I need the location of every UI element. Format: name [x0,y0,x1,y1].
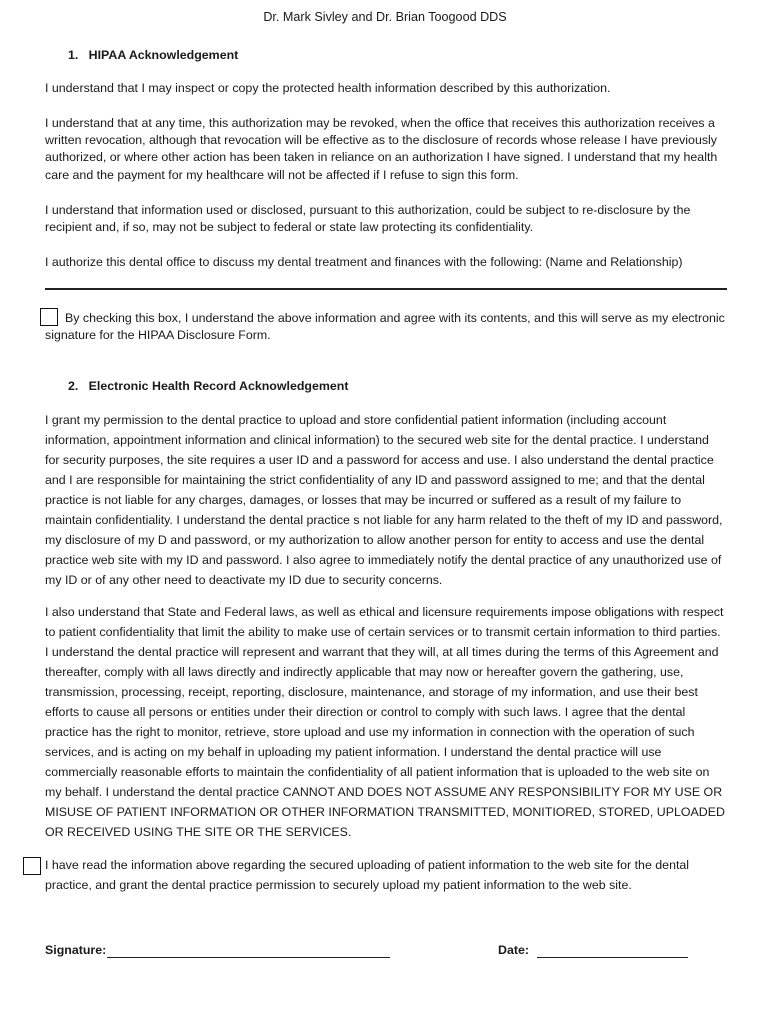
date-label: Date: [498,943,529,957]
ehr-consent-text: I have read the information above regarding the secured uploading of patient information to the web site for the dental practice, and grant the dental practice permission to securely upload my patient information to the web site. [45,858,690,892]
name-relationship-entry-line[interactable] [45,288,727,290]
signature-field[interactable] [107,957,390,958]
hipaa-paragraph-4: I authorize this dental office to discuss my dental treatment and finances with the following: (Name and Relationship) [45,255,683,269]
hipaa-paragraph-1: I understand that I may inspect or copy the protected health information described by this authorization. [45,81,611,95]
hipaa-paragraph-3: I understand that information used or disclosed, pursuant to this authorization, could be subject to re-disclosure by the recipient and, if so, may not be subject to federal or state law protecting its confidentiality. [45,203,691,235]
signature-label: Signature: [45,943,107,957]
hipaa-consent-text: By checking this box, I understand the above information and agree with its contents, and this will serve as my electronic signature for the HIPAA Disclosure Form. [45,311,725,343]
date-field[interactable] [537,957,688,958]
ehr-paragraph-1: I grant my permission to the dental practice to upload and store confidential patient information (including account information, appointment information and clinical information) to the secured web site for the dental practice. I understand for security purposes, the site requires a user ID and a password for access and use. I also understand the dental practice and I are responsible for maintaining the strict confidentiality of any ID and password assigned to me; and that the dental practice is not liable for any charges, damages, or losses that may be incurred or suffered as a result of my failure to maintain confidentiality. I understand the dental practice s not liable for any harm related to the theft of my ID and password, my disclosure of my D and password, or my authorization to allow another person for entity to access and use the dental practice web site with my ID and password. I also agree to immediately notify the dental practice of any unauthorized use of my ID or of any other need to deactivate my ID due to security concerns. [45,413,723,587]
ehr-paragraph-2: I also understand that State and Federal laws, as well as ethical and licensure requirements impose obligations with respect to patient confidentiality that limit the ability to make use of certain services or to transmit certain information to third parties. I understand the dental practice will represent and warrant that they will, at all times during the terms of this Agreement and thereafter, comply with all laws directly and indirectly applicable that may now or hereafter govern the gathering, use, transmission, processing, receipt, reporting, disclosure, maintenance, and storage of my information, and use their best efforts to cause all persons or entities under their direction or control to comply with such laws. I agree that the dental practice has the right to monitor, retrieve, store upload and use my information in connection with the operation of such services, and is acting on my behalf in uploading my patient information. I understand the dental practice will use commercially reasonable efforts to maintain the confidentiality of all patient information that is uploaded to the web site on my behalf. I understand the dental practice CANNOT AND DOES NOT ASSUME ANY RESPONSIBILITY FOR MY USE OR MISUSE OF PATIENT INFORMATION OR OTHER INFORMATION TRANSMITTED, MONITIORED, STORED, UPLOADED OR RECEIVED USING THE SITE OR THE SERVICES. [45,605,725,839]
hipaa-paragraph-2: I understand that at any time, this authorization may be revoked, when the office that receives this authorization receives a written revocation, although that revocation will be effective as to the disclosure of records whose release I have previously authorized, or where other action has been taken in reliance on an authorization I have signed. I understand that my health care and the payment for my healthcare will not be affected if I refuse to sign this form. [45,116,718,182]
ehr-section-title: 2. Electronic Health Record Acknowledgement [68,379,349,393]
ehr-consent-checkbox[interactable] [23,857,41,875]
practice-header: Dr. Mark Sivley and Dr. Brian Toogood DDS [263,10,507,24]
hipaa-section-title: 1. HIPAA Acknowledgement [68,48,239,62]
